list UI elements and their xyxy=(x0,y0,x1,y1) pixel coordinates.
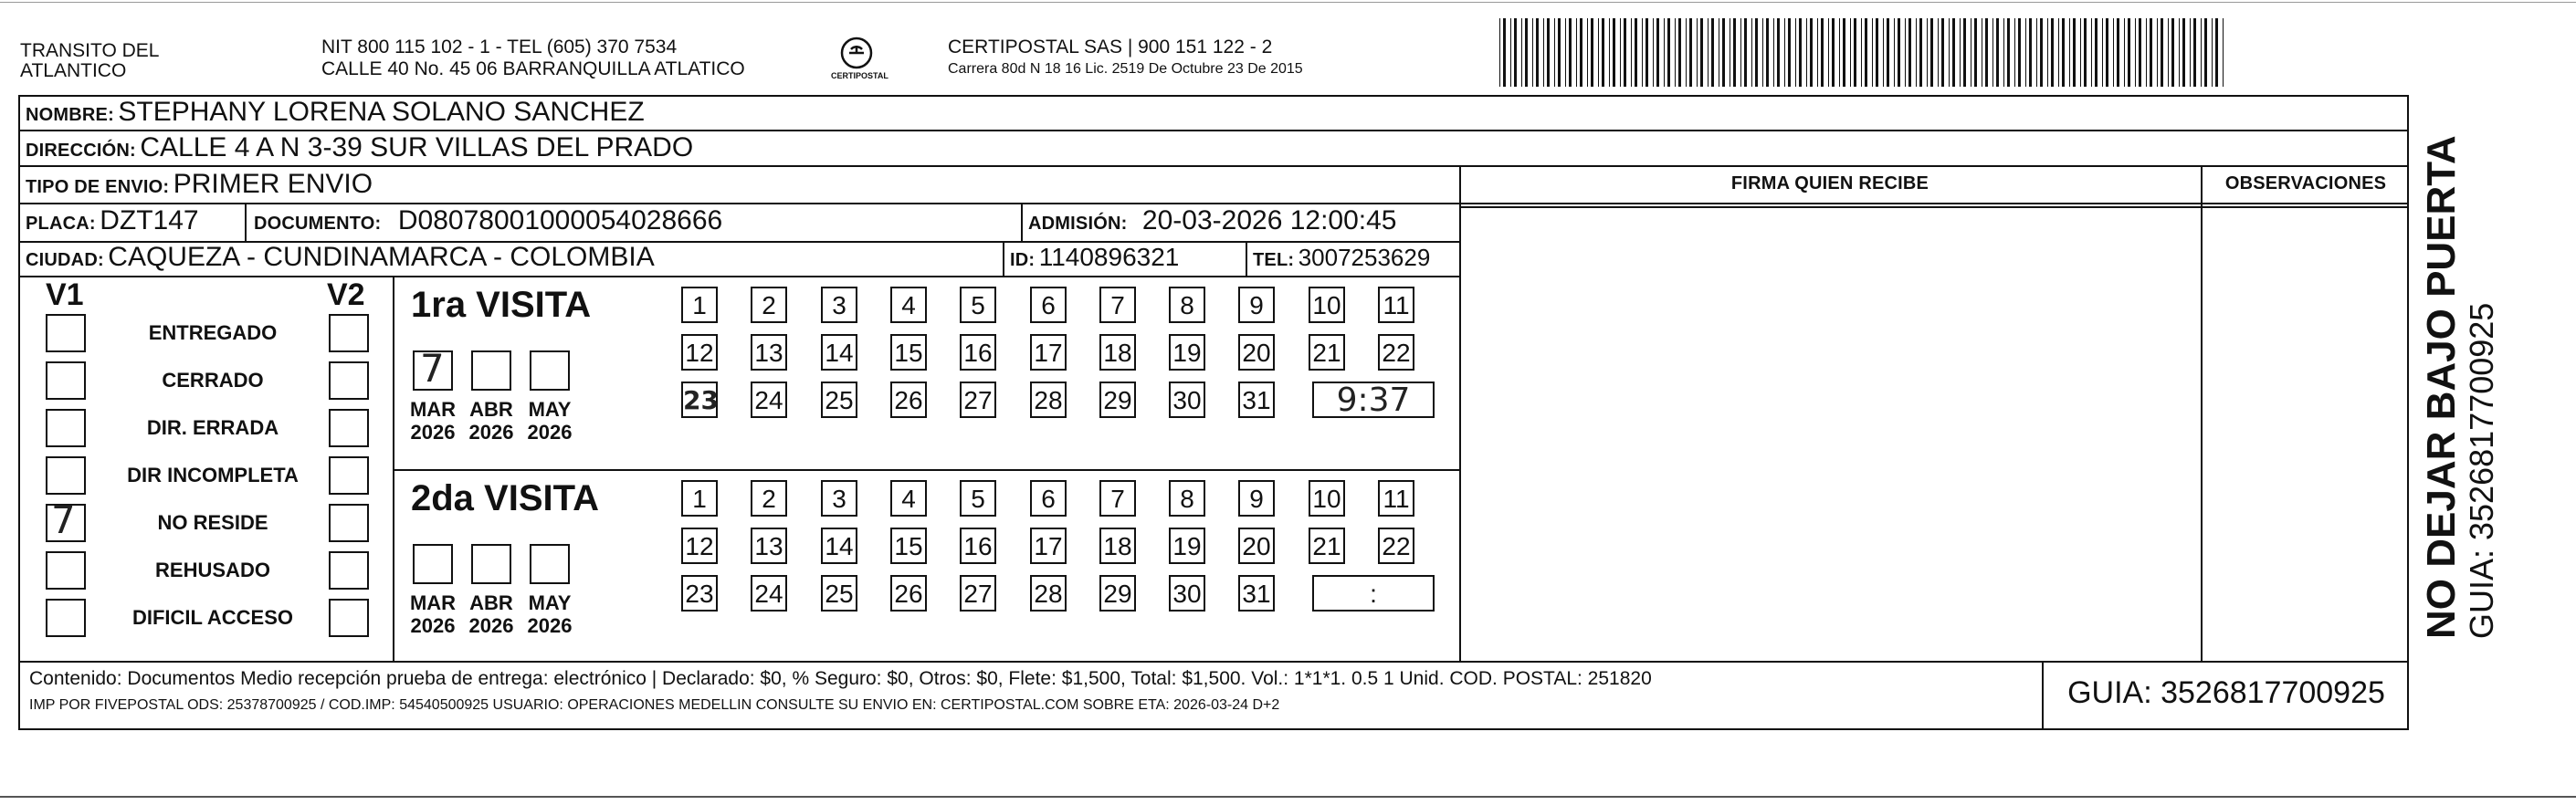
ciudad-field xyxy=(26,242,655,277)
visit2-day-27[interactable]: 27 xyxy=(960,575,996,612)
visit2-day-21[interactable]: 21 xyxy=(1309,528,1345,564)
vrule-admision xyxy=(1021,203,1023,241)
rule-footer xyxy=(18,661,2409,663)
rule-observ xyxy=(2201,206,2409,208)
visit2-day-8[interactable]: 8 xyxy=(1169,480,1205,517)
visit1-day-2[interactable]: 2 xyxy=(751,287,787,323)
visit1-day-27[interactable]: 27 xyxy=(960,382,996,418)
ciudad-label: CIUDAD: xyxy=(26,250,104,270)
visit2-month-label: MAR 2026 xyxy=(409,591,457,637)
v2-label: V2 xyxy=(327,277,365,312)
visit2-day-26[interactable]: 26 xyxy=(890,575,927,612)
visit1-day-29[interactable]: 29 xyxy=(1099,382,1136,418)
visit1-day-10[interactable]: 10 xyxy=(1309,287,1345,323)
certipostal-logo xyxy=(829,33,888,88)
visit1-title: 1ra VISITA xyxy=(411,285,592,325)
visit2-day-1[interactable]: 1 xyxy=(681,480,718,517)
visit2-day-9[interactable]: 9 xyxy=(1238,480,1275,517)
visit2-day-22[interactable]: 22 xyxy=(1378,528,1414,564)
side-vertical-text xyxy=(2420,91,2500,639)
no-dejar-bajo-puerta: NO DEJAR BAJO PUERTA xyxy=(2419,135,2464,639)
visit2-month-label: MAY 2026 xyxy=(527,591,573,637)
tipo-label: TIPO DE ENVIO: xyxy=(26,177,170,197)
visit1-month-label: ABR 2026 xyxy=(468,398,514,444)
v1-check-mark: 7 xyxy=(51,497,76,542)
nit-line: NIT 800 115 102 - 1 - TEL (605) 370 7534 xyxy=(321,37,678,58)
v2-checkbox-0[interactable] xyxy=(329,314,369,352)
status-label: CERRADO xyxy=(162,369,264,392)
visit2-day-15[interactable]: 15 xyxy=(890,528,927,564)
visit2-month-box-abr[interactable] xyxy=(471,544,511,584)
v2-checkbox-2[interactable] xyxy=(329,409,369,447)
visit2-day-17[interactable]: 17 xyxy=(1030,528,1067,564)
documento-field xyxy=(254,205,722,241)
visit2-day-31[interactable]: 31 xyxy=(1238,575,1275,612)
visit1-day-28[interactable]: 28 xyxy=(1030,382,1067,418)
direccion-value: CALLE 4 A N 3-39 SUR VILLAS DEL PRADO xyxy=(140,132,694,162)
firma-header: FIRMA QUIEN RECIBE xyxy=(1730,173,1929,193)
nombre-value: STEPHANY LORENA SOLANO SANCHEZ xyxy=(118,97,645,127)
certipostal-line: CERTIPOSTAL SAS | 900 151 122 - 2 xyxy=(948,37,1273,58)
visit2-month-box-mar[interactable] xyxy=(413,544,453,584)
visit2-month-label: ABR 2026 xyxy=(468,591,514,637)
visit2-day-24[interactable]: 24 xyxy=(751,575,787,612)
tel-value: 3007253629 xyxy=(1298,244,1431,271)
visit1-day-7[interactable]: 7 xyxy=(1099,287,1136,323)
visit2-day-6[interactable]: 6 xyxy=(1030,480,1067,517)
visit1-month-box-abr[interactable] xyxy=(471,350,511,391)
visit1-day-23[interactable]: 23 xyxy=(681,382,718,418)
visit1-day-30[interactable]: 30 xyxy=(1169,382,1205,418)
visit2-day-7[interactable]: 7 xyxy=(1099,480,1136,517)
visit1-day-17[interactable]: 17 xyxy=(1030,334,1067,371)
vrule-status xyxy=(393,276,394,661)
rule-visit-split xyxy=(393,469,1459,471)
visit1-day-6[interactable]: 6 xyxy=(1030,287,1067,323)
visit1-day-25[interactable]: 25 xyxy=(821,382,857,418)
visit1-day-3[interactable]: 3 xyxy=(821,287,857,323)
status-label: DIFICIL ACCESO xyxy=(131,606,293,629)
visit1-day-18[interactable]: 18 xyxy=(1099,334,1136,371)
documento-label: DOCUMENTO: xyxy=(254,214,382,234)
visit1-day-11[interactable]: 11 xyxy=(1378,287,1414,323)
v1-checkbox-1[interactable] xyxy=(46,361,86,400)
visit1-day-26[interactable]: 26 xyxy=(890,382,927,418)
logo-text: CERTIPOSTAL xyxy=(831,71,888,80)
visit2-day-20[interactable]: 20 xyxy=(1238,528,1275,564)
side-guia: GUIA: 3526817700925 xyxy=(2463,302,2500,639)
placa-label: PLACA: xyxy=(26,214,96,234)
vrule-tel xyxy=(1246,241,1247,276)
visit1-day-14[interactable]: 14 xyxy=(821,334,857,371)
visit1-day-20[interactable]: 20 xyxy=(1238,334,1275,371)
id-label: ID: xyxy=(1010,250,1036,270)
visit1-day-8[interactable]: 8 xyxy=(1169,287,1205,323)
visit1-day-31[interactable]: 31 xyxy=(1238,382,1275,418)
documento-value: D08078001000054028666 xyxy=(397,205,723,235)
visit1-month-label: MAY 2026 xyxy=(527,398,573,444)
visit2-day-11[interactable]: 11 xyxy=(1378,480,1414,517)
rule-firma xyxy=(1459,206,2201,208)
vrule-placa xyxy=(245,203,247,241)
status-label: ENTREGADO xyxy=(148,321,278,344)
vrule-observ-left xyxy=(2201,165,2203,661)
tel-label: TEL: xyxy=(1253,250,1295,270)
vrule-id xyxy=(1003,241,1004,276)
visit2-day-10[interactable]: 10 xyxy=(1309,480,1345,517)
status-label: DIR INCOMPLETA xyxy=(127,464,299,486)
visit2-day-5[interactable]: 5 xyxy=(960,480,996,517)
visit1-day-9[interactable]: 9 xyxy=(1238,287,1275,323)
tipo-field xyxy=(26,169,373,204)
ciudad-value: CAQUEZA - CUNDINAMARCA - COLOMBIA xyxy=(108,242,655,272)
placa-field xyxy=(26,205,199,241)
v2-checkbox-4[interactable] xyxy=(329,504,369,542)
visit2-day-30[interactable]: 30 xyxy=(1169,575,1205,612)
top-edge-line xyxy=(0,2,2576,3)
admision-label: ADMISIÓN: xyxy=(1028,214,1128,234)
nombre-field xyxy=(26,97,645,132)
visit1-day-15[interactable]: 15 xyxy=(890,334,927,371)
direccion-field xyxy=(26,132,693,168)
visit2-time-box[interactable]: : xyxy=(1312,575,1435,612)
visit2-day-28[interactable]: 28 xyxy=(1030,575,1067,612)
org-name-line2: ATLANTICO xyxy=(20,60,127,81)
visit1-day-12[interactable]: 12 xyxy=(681,334,718,371)
visit2-day-4[interactable]: 4 xyxy=(890,480,927,517)
visit1-month-mark: 7 xyxy=(420,346,445,391)
v1-checkbox-5[interactable] xyxy=(46,551,86,590)
v1-checkbox-4[interactable] xyxy=(46,497,86,542)
visit2-day-12[interactable]: 12 xyxy=(681,528,718,564)
visit1-day-22[interactable]: 22 xyxy=(1378,334,1414,371)
id-field xyxy=(1010,242,1179,277)
direccion-label: DIRECCIÓN: xyxy=(26,141,136,161)
visit1-day-24[interactable]: 24 xyxy=(751,382,787,418)
v1-checkbox-2[interactable] xyxy=(46,409,86,447)
visit2-day-25[interactable]: 25 xyxy=(821,575,857,612)
v2-checkbox-3[interactable] xyxy=(329,456,369,495)
rule-row3 xyxy=(18,203,2409,204)
visit2-day-23[interactable]: 23 xyxy=(681,575,718,612)
visit2-month-box-may[interactable] xyxy=(530,544,570,584)
v1-checkbox-0[interactable] xyxy=(46,314,86,352)
footer-guia: GUIA: 3526817700925 xyxy=(2067,675,2385,710)
status-label: NO RESIDE xyxy=(157,511,268,534)
observaciones-header: OBSERVACIONES xyxy=(2224,173,2387,193)
status-label: DIR. ERRADA xyxy=(146,416,279,439)
visit1-day-4[interactable]: 4 xyxy=(890,287,927,323)
visit1-day-19[interactable]: 19 xyxy=(1169,334,1205,371)
v1-checkbox-3[interactable] xyxy=(46,456,86,495)
visit2-day-14[interactable]: 14 xyxy=(821,528,857,564)
v1-label: V1 xyxy=(46,277,84,312)
visit2-day-16[interactable]: 16 xyxy=(960,528,996,564)
barcode xyxy=(1499,18,2230,87)
visit2-day-19[interactable]: 19 xyxy=(1169,528,1205,564)
address-line: CALLE 40 No. 45 06 BARRANQUILLA ATLATICO xyxy=(321,58,745,79)
org-name-line1: TRANSITO DEL xyxy=(20,40,160,61)
visit1-day-16[interactable]: 16 xyxy=(960,334,996,371)
visit1-month-box-may[interactable] xyxy=(530,350,570,391)
footer-contenido: Contenido: Documentos Medio recepción prueba de entrega: electrónico | Declarado: $0, % Seguro: $0, Otros: $0, Flete: $1,500, Total: $1,500. Vol.: 1*1*1. 0.5 1 Unid. COD. POSTAL: 251820 xyxy=(29,668,1652,689)
visit1-month-label: MAR 2026 xyxy=(409,398,457,444)
visit2-day-29[interactable]: 29 xyxy=(1099,575,1136,612)
visit2-title: 2da VISITA xyxy=(411,478,599,518)
visit2-day-13[interactable]: 13 xyxy=(751,528,787,564)
visit1-day-5[interactable]: 5 xyxy=(960,287,996,323)
visit1-day-21[interactable]: 21 xyxy=(1309,334,1345,371)
bottom-edge-line xyxy=(0,796,2576,798)
tipo-value: PRIMER ENVIO xyxy=(173,169,373,199)
visit2-day-2[interactable]: 2 xyxy=(751,480,787,517)
admision-value: 20-03-2026 12:00:45 xyxy=(1141,205,1397,235)
tel-field xyxy=(1253,242,1430,277)
visit1-day-13[interactable]: 13 xyxy=(751,334,787,371)
v2-checkbox-5[interactable] xyxy=(329,551,369,590)
license-line: Carrera 80d N 18 16 Lic. 2519 De Octubre 23 De 2015 xyxy=(948,61,1303,77)
placa-value: DZT147 xyxy=(100,205,199,235)
admision-field xyxy=(1028,205,1397,241)
v2-checkbox-1[interactable] xyxy=(329,361,369,400)
v1-checkbox-6[interactable] xyxy=(46,599,86,637)
visit1-month-box-mar[interactable] xyxy=(413,346,453,391)
footer-imp: IMP POR FIVEPOSTAL ODS: 25378700925 / COD.IMP: 54540500925 USUARIO: OPERACIONES MEDELLIN CONSULTE SU ENVIO EN: CERTIPOSTAL.COM SOBRE ETA: 2026-03-24 D+2 xyxy=(29,697,1280,713)
v2-checkbox-6[interactable] xyxy=(329,599,369,637)
status-label: REHUSADO xyxy=(155,559,270,581)
visit2-day-18[interactable]: 18 xyxy=(1099,528,1136,564)
nombre-label: NOMBRE: xyxy=(26,105,114,125)
visit1-day-1[interactable]: 1 xyxy=(681,287,718,323)
visit2-day-3[interactable]: 3 xyxy=(821,480,857,517)
vrule-firma-left xyxy=(1459,165,1461,661)
visit1-time-box[interactable]: 9:37 xyxy=(1312,382,1435,418)
id-value: 1140896321 xyxy=(1038,243,1180,271)
